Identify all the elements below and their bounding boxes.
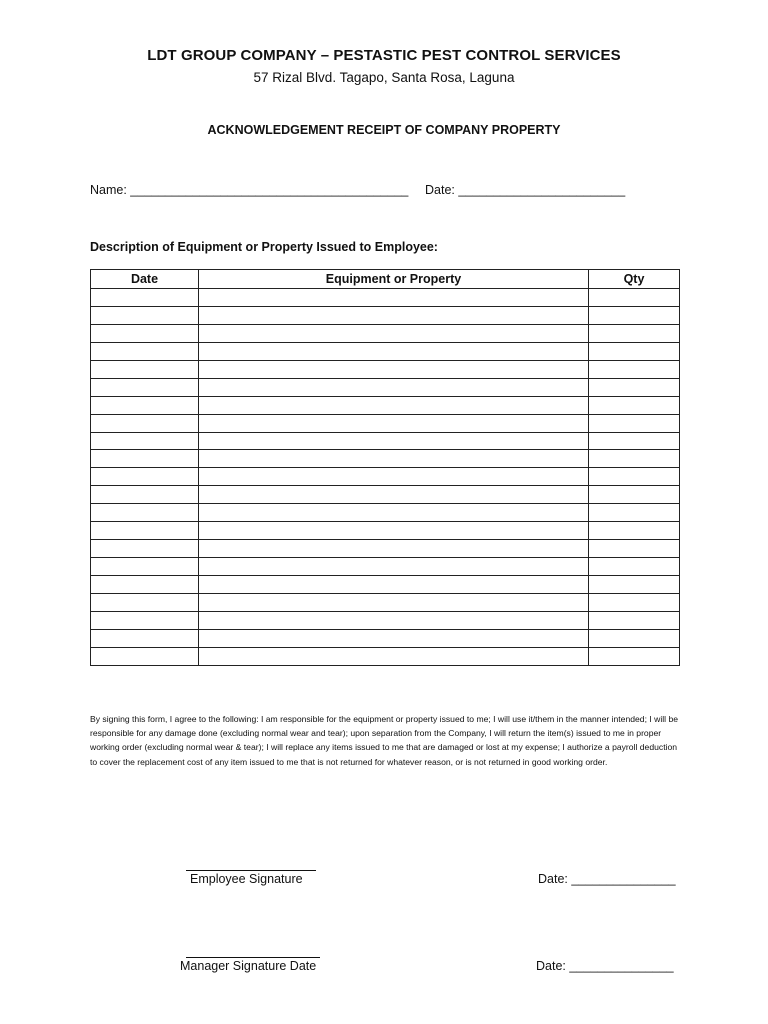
date-cell[interactable] bbox=[91, 432, 199, 450]
equipment-cell[interactable] bbox=[199, 576, 589, 594]
qty-cell[interactable] bbox=[589, 593, 680, 611]
equipment-cell[interactable] bbox=[199, 414, 589, 432]
equipment-cell[interactable] bbox=[199, 306, 589, 324]
date-cell[interactable] bbox=[91, 306, 199, 324]
date-cell[interactable] bbox=[91, 324, 199, 342]
date-cell[interactable] bbox=[91, 611, 199, 629]
qty-cell[interactable] bbox=[589, 324, 680, 342]
equipment-cell[interactable] bbox=[199, 342, 589, 360]
qty-cell[interactable] bbox=[589, 396, 680, 414]
equipment-cell[interactable] bbox=[199, 324, 589, 342]
equipment-cell[interactable] bbox=[199, 468, 589, 486]
equipment-cell[interactable] bbox=[199, 378, 589, 396]
manager-signature-label: Manager Signature Date bbox=[180, 959, 317, 973]
date-cell[interactable] bbox=[91, 378, 199, 396]
company-name: LDT GROUP COMPANY – PESTASTIC PEST CONTROL SERVICES bbox=[147, 47, 621, 64]
table-row bbox=[91, 414, 680, 432]
qty-cell[interactable] bbox=[589, 611, 680, 629]
qty-cell[interactable] bbox=[589, 432, 680, 450]
qty-cell[interactable] bbox=[589, 414, 680, 432]
qty-cell[interactable] bbox=[589, 378, 680, 396]
equipment-cell[interactable] bbox=[199, 629, 589, 647]
equipment-cell[interactable] bbox=[199, 504, 589, 522]
column-header-date: Date bbox=[91, 270, 199, 289]
equipment-cell[interactable] bbox=[199, 593, 589, 611]
qty-cell[interactable] bbox=[589, 504, 680, 522]
equipment-cell[interactable] bbox=[199, 396, 589, 414]
column-header-qty: Qty bbox=[589, 270, 680, 289]
table-header-row bbox=[91, 270, 680, 289]
table-row bbox=[91, 611, 680, 629]
form-title: ACKNOWLEDGEMENT RECEIPT OF COMPANY PROPERTY bbox=[207, 123, 561, 137]
equipment-cell[interactable] bbox=[199, 450, 589, 468]
table-row bbox=[91, 558, 680, 576]
qty-cell[interactable] bbox=[589, 540, 680, 558]
section-heading: Description of Equipment or Property Issued to Employee: bbox=[90, 240, 438, 254]
date-cell[interactable] bbox=[91, 647, 199, 665]
table-row bbox=[91, 629, 680, 647]
date-cell[interactable] bbox=[91, 342, 199, 360]
table-row bbox=[91, 378, 680, 396]
date-cell[interactable] bbox=[91, 486, 199, 504]
table-row bbox=[91, 450, 680, 468]
property-table bbox=[90, 269, 680, 666]
date-cell[interactable] bbox=[91, 414, 199, 432]
employee-date-label: Date: _______________ bbox=[538, 872, 676, 886]
qty-cell[interactable] bbox=[589, 468, 680, 486]
table-row bbox=[91, 486, 680, 504]
table-row bbox=[91, 522, 680, 540]
table-row bbox=[91, 576, 680, 594]
equipment-cell[interactable] bbox=[199, 432, 589, 450]
equipment-cell[interactable] bbox=[199, 289, 589, 307]
agreement-text: By signing this form, I agree to the following: I am responsible for the equipment or property issued to me; I will use it/them in the manner intended; I will be responsible for any damage done (excluding normal wear and tear); upon separation from the Company, I will return the item(s) issued to me in proper working order (excluding normal wear & tear); I will replace any items issued to me that are damaged or lost at my expense; I authorize a payroll deduction to cover the replacement cost of any item issued to me that is not returned for whatever reason, or is not returned in good working order. bbox=[90, 714, 679, 767]
date-cell[interactable] bbox=[91, 593, 199, 611]
equipment-cell[interactable] bbox=[199, 647, 589, 665]
table-row bbox=[91, 342, 680, 360]
qty-cell[interactable] bbox=[589, 522, 680, 540]
name-field-label: Name: ________________________________________ bbox=[90, 183, 409, 197]
table-row bbox=[91, 324, 680, 342]
table-row bbox=[91, 306, 680, 324]
table-body bbox=[91, 289, 680, 666]
qty-cell[interactable] bbox=[589, 450, 680, 468]
equipment-cell[interactable] bbox=[199, 486, 589, 504]
table-row bbox=[91, 504, 680, 522]
table-row bbox=[91, 289, 680, 307]
date-cell[interactable] bbox=[91, 289, 199, 307]
qty-cell[interactable] bbox=[589, 486, 680, 504]
qty-cell[interactable] bbox=[589, 629, 680, 647]
qty-cell[interactable] bbox=[589, 342, 680, 360]
date-cell[interactable] bbox=[91, 396, 199, 414]
manager-signature-line bbox=[186, 957, 320, 958]
equipment-cell[interactable] bbox=[199, 558, 589, 576]
table-row bbox=[91, 432, 680, 450]
table-row bbox=[91, 396, 680, 414]
table-row bbox=[91, 647, 680, 665]
employee-signature-line bbox=[186, 870, 316, 871]
qty-cell[interactable] bbox=[589, 558, 680, 576]
table-row bbox=[91, 360, 680, 378]
date-cell[interactable] bbox=[91, 540, 199, 558]
table-row bbox=[91, 593, 680, 611]
date-cell[interactable] bbox=[91, 629, 199, 647]
equipment-cell[interactable] bbox=[199, 540, 589, 558]
qty-cell[interactable] bbox=[589, 576, 680, 594]
date-cell[interactable] bbox=[91, 450, 199, 468]
date-cell[interactable] bbox=[91, 360, 199, 378]
column-header-equipment: Equipment or Property bbox=[199, 270, 589, 289]
table-row bbox=[91, 468, 680, 486]
date-cell[interactable] bbox=[91, 576, 199, 594]
qty-cell[interactable] bbox=[589, 360, 680, 378]
manager-date-label: Date: _______________ bbox=[536, 959, 674, 973]
date-field-label: Date: ________________________ bbox=[425, 183, 626, 197]
date-cell[interactable] bbox=[91, 504, 199, 522]
equipment-cell[interactable] bbox=[199, 611, 589, 629]
date-cell[interactable] bbox=[91, 468, 199, 486]
qty-cell[interactable] bbox=[589, 289, 680, 307]
employee-signature-label: Employee Signature bbox=[190, 872, 303, 886]
equipment-cell[interactable] bbox=[199, 522, 589, 540]
date-cell[interactable] bbox=[91, 558, 199, 576]
table-row bbox=[91, 540, 680, 558]
equipment-cell[interactable] bbox=[199, 360, 589, 378]
company-address: 57 Rizal Blvd. Tagapo, Santa Rosa, Laguna bbox=[253, 70, 515, 85]
qty-cell[interactable] bbox=[589, 306, 680, 324]
qty-cell[interactable] bbox=[589, 647, 680, 665]
date-cell[interactable] bbox=[91, 522, 199, 540]
